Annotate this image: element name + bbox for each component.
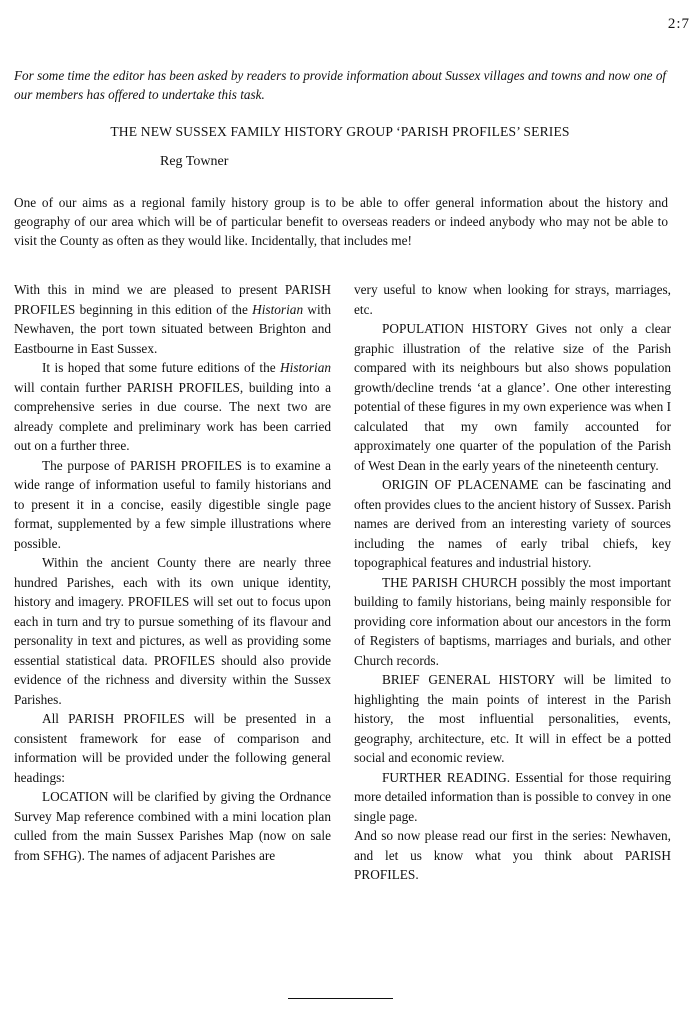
right-paragraph-2: POPULATION HISTORY Gives not only a clear graphic illustration of the relative size of the Parish compared with its neighbours but also shows population growth/decline trends ‘at a glance’. One other interesting potential of these figures in my own experience was when I calculated that my own family accounted for approximately one quarter of the population of the Parish of West Dean in the early years of the nineteenth century. — [354, 321, 671, 473]
right-paragraph-4: THE PARISH CHURCH possibly the most important building to family historians, being mainly responsible for providing core information about our ancestors in the form of Registers of baptisms, marriages and burials, and other Church records. — [354, 574, 671, 668]
editor-intro: For some time the editor has been asked by readers to provide information about Sussex villages and towns and now one of our members has offered to undertake this task. — [14, 68, 667, 102]
end-rule — [288, 998, 393, 999]
publication-name: Historian — [280, 360, 331, 375]
left-column — [14, 280, 331, 865]
right-paragraph-7: And so now please read our first in the series: Newhaven, and let us know what you think about PARISH PROFILES. — [354, 828, 671, 882]
left-paragraph-1: With this in mind we are pleased to present PARISH PROFILES beginning in this edition of the Historian with Newhaven, the port town situated between Brighton and Eastbourne in East Sussex. — [14, 282, 331, 356]
article-headline: THE NEW SUSSEX FAMILY HISTORY GROUP ‘PARISH PROFILES’ SERIES — [110, 124, 570, 139]
right-column — [354, 280, 671, 885]
left-paragraph-2: It is hoped that some future editions of the Historian will contain further PARISH PROFILES, building into a comprehensive series in due course. The next two are already complete and preliminary work has been carried out on a further three. — [14, 360, 331, 453]
page-number: 2:7 — [667, 16, 690, 32]
left-paragraph-3: The purpose of PARISH PROFILES is to examine a wide range of information useful to family historians and to present it in a concise, easily digestible single page format, supplemented by a few simple illustrations where possible. — [14, 457, 331, 551]
publication-name: Historian — [252, 301, 304, 317]
lead-paragraph: One of our aims as a regional family history group is to be able to offer general information about the history and geography of our area which will be of particular benefit to overseas readers or indeed anybody who may not be able to visit the County as often as they would like. Incidentally, that includes me! — [14, 195, 668, 248]
right-paragraph-3: ORIGIN OF PLACENAME can be fascinating and often provides clues to the ancient history of Sussex. Parish names are derived from an interesting variety of sources including the names of early tribal chiefs, key topographical features and industrial history. — [354, 477, 671, 570]
left-paragraph-5: All PARISH PROFILES will be presented in a consistent framework for ease of comparison and information will be provided under the following general headings: — [14, 711, 331, 785]
right-paragraph-5: BRIEF GENERAL HISTORY will be limited to highlighting the main points of interest in the Parish history, the most influential personalities, events, geography, architecture, etc. It will in effect be a potted social and economic review. — [354, 672, 671, 765]
right-paragraph-6: FURTHER READING. Essential for those requiring more detailed information than is possible to convey in one single page. — [354, 769, 671, 824]
author-byline: Reg Towner — [160, 154, 229, 169]
left-paragraph-6: LOCATION will be clarified by giving the Ordnance Survey Map reference combined with a mini location plan culled from the main Sussex Parishes Map (now on sale from SFHG). The names of adjacent Parishes are — [14, 789, 331, 863]
right-paragraph-1: very useful to know when looking for strays, marriages, etc. — [354, 282, 671, 317]
left-paragraph-4: Within the ancient County there are nearly three hundred Parishes, each with its own unique identity, history and imagery. PROFILES will set out to focus upon each in turn and try to pursue something of its flavour and personality in text and pictures, as well as providing some essential statistical data. PROFILES should also provide evidence of the richness and diversity within the Sussex Parishes. — [14, 555, 331, 707]
